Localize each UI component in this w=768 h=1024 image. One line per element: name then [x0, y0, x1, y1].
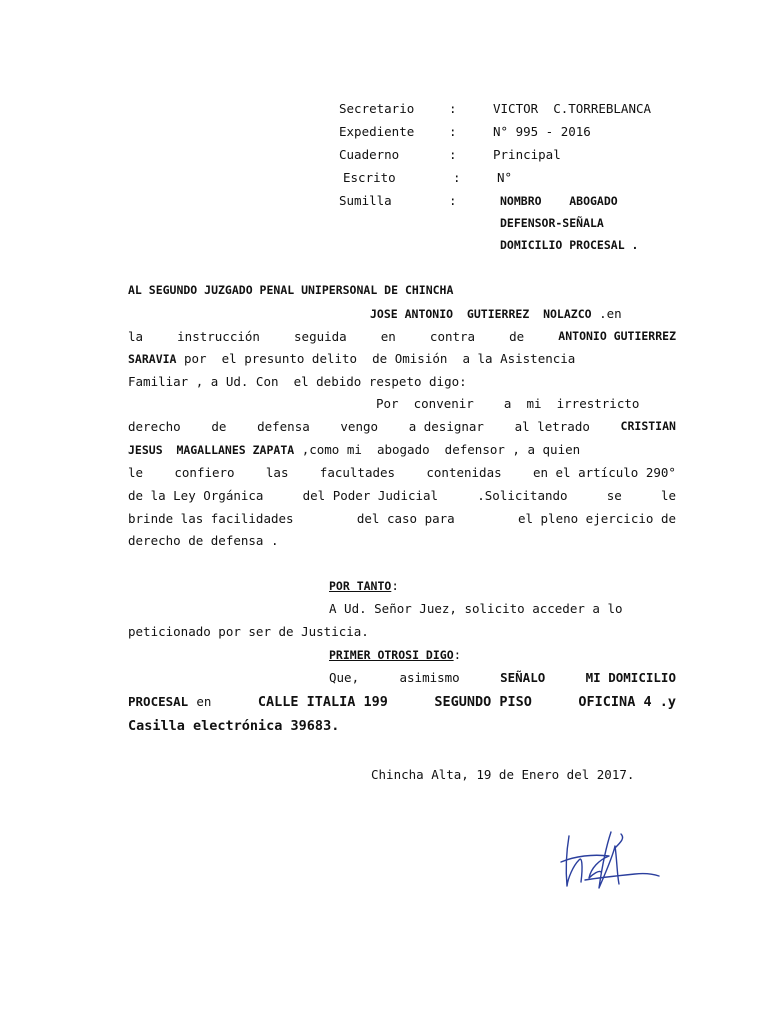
word: las [265, 465, 289, 480]
header-colon: : [449, 147, 457, 162]
intro-text: por el presunto delito de Omisión a la Asistencia [176, 351, 576, 366]
word: vengo [340, 419, 379, 434]
word: instrucción [177, 329, 260, 344]
sumilla-line: DOMICILIO PROCESAL . [500, 238, 639, 252]
header-colon: : [453, 170, 461, 185]
word: PROCESAL [128, 694, 189, 709]
word: .Solicitando [477, 488, 568, 503]
address-floor: SEGUNDO PISO [434, 694, 532, 710]
signature-stroke [566, 836, 582, 886]
body-line-1: Por convenir a mi irrestricto [376, 396, 640, 411]
word: SEÑALO [500, 670, 546, 685]
otrosi-line-1 [329, 670, 676, 685]
word: de la Ley Orgánica [128, 488, 264, 503]
header-label: Sumilla [339, 193, 392, 208]
header-sumilla [339, 193, 493, 208]
word: seguida [294, 329, 347, 344]
word: de [211, 419, 227, 434]
por-tanto-heading: POR TANTO [329, 579, 392, 593]
addressee: AL SEGUNDO JUZGADO PENAL UNIPERSONAL DE CHINCHA [128, 283, 454, 297]
address-street: CALLE ITALIA 199 [257, 694, 388, 710]
lawyer-surname: JESUS MAGALLANES ZAPATA [128, 443, 295, 457]
word: confiero [174, 465, 235, 480]
word: de [509, 329, 525, 344]
heading-colon: : [453, 647, 462, 662]
word: le [128, 465, 144, 480]
header-secretario [339, 101, 651, 116]
header-value: N° 995 - 2016 [493, 124, 591, 139]
word: del Poder Judicial [302, 488, 439, 503]
procesal-en [128, 694, 211, 710]
body-line-2 [128, 419, 676, 434]
header-colon: : [449, 193, 457, 208]
header-label: Cuaderno [339, 147, 400, 162]
word: MI DOMICILIO [585, 670, 676, 685]
accused-name: ANTONIO GUTIERREZ [558, 329, 676, 343]
intro-line-4: Familiar , a Ud. Con el debido respeto digo: [128, 374, 467, 389]
sumilla-line: DEFENSOR-SEÑALA [500, 216, 604, 230]
word: asimismo [399, 670, 460, 685]
por-tanto-line-1: A Ud. Señor Juez, solicito acceder a lo [329, 601, 623, 616]
handwritten-signature [555, 826, 665, 906]
accused-surname: SARAVIA [128, 352, 177, 366]
address-office: OFICINA 4 .y [578, 694, 676, 710]
body-text: ,como mi abogado defensor , a quien [294, 442, 581, 457]
intro-line-1 [370, 306, 622, 321]
word: en [196, 694, 212, 709]
sumilla-line: NOMBRO ABOGADO [500, 194, 618, 208]
word: derecho [128, 419, 181, 434]
body-line-4 [128, 465, 676, 480]
intro-line-2 [128, 329, 676, 344]
header-expediente [339, 124, 591, 139]
word: del caso para [356, 511, 455, 526]
header-colon: : [449, 124, 457, 139]
header-label: Escrito [343, 170, 396, 185]
header-escrito [343, 170, 512, 185]
date-line: Chincha Alta, 19 de Enero del 2017. [371, 767, 635, 782]
signature-stroke [615, 834, 623, 848]
otrosi-heading: PRIMER OTROSI DIGO [329, 648, 454, 662]
word: facultades [319, 465, 396, 480]
heading-colon: : [391, 578, 399, 593]
header-value: Principal [493, 147, 561, 162]
intro-text: .en [599, 306, 622, 321]
word: brinde las facilidades [128, 511, 294, 526]
word: en [380, 329, 396, 344]
header-value: VICTOR C.TORREBLANCA [493, 101, 652, 116]
otrosi-heading-line [329, 647, 461, 662]
header-label: Secretario [339, 101, 415, 116]
por-tanto-line-2: peticionado por ser de Justicia. [128, 624, 369, 639]
otrosi-line-2 [128, 694, 676, 710]
word: se [606, 488, 622, 503]
body-line-6 [128, 511, 676, 526]
word: defensa [257, 419, 310, 434]
intro-line-3 [128, 351, 575, 366]
header-value: N° [497, 170, 513, 185]
signature-stroke [585, 874, 659, 880]
word: a designar [408, 419, 484, 434]
word: Que, [329, 670, 360, 685]
word: el pleno ejercicio de [517, 511, 676, 526]
petitioner-name: JOSE ANTONIO GUTIERREZ NOLAZCO [370, 307, 592, 321]
header-cuaderno [339, 147, 561, 162]
word: en el artículo 290° [532, 465, 676, 480]
header-label: Expediente [339, 124, 415, 139]
por-tanto-heading-line [329, 578, 399, 593]
body-line-5 [128, 488, 676, 503]
word: contenidas [426, 465, 502, 480]
header-colon: : [449, 101, 457, 116]
body-line-7: derecho de defensa . [128, 533, 279, 548]
word: al letrado [514, 419, 590, 434]
word: le [660, 488, 676, 503]
lawyer-name: CRISTIAN [620, 419, 676, 433]
body-line-3 [128, 442, 580, 457]
word: la [128, 329, 144, 344]
word: contra [429, 329, 476, 344]
otrosi-line-3: Casilla electrónica 39683. [128, 718, 340, 734]
